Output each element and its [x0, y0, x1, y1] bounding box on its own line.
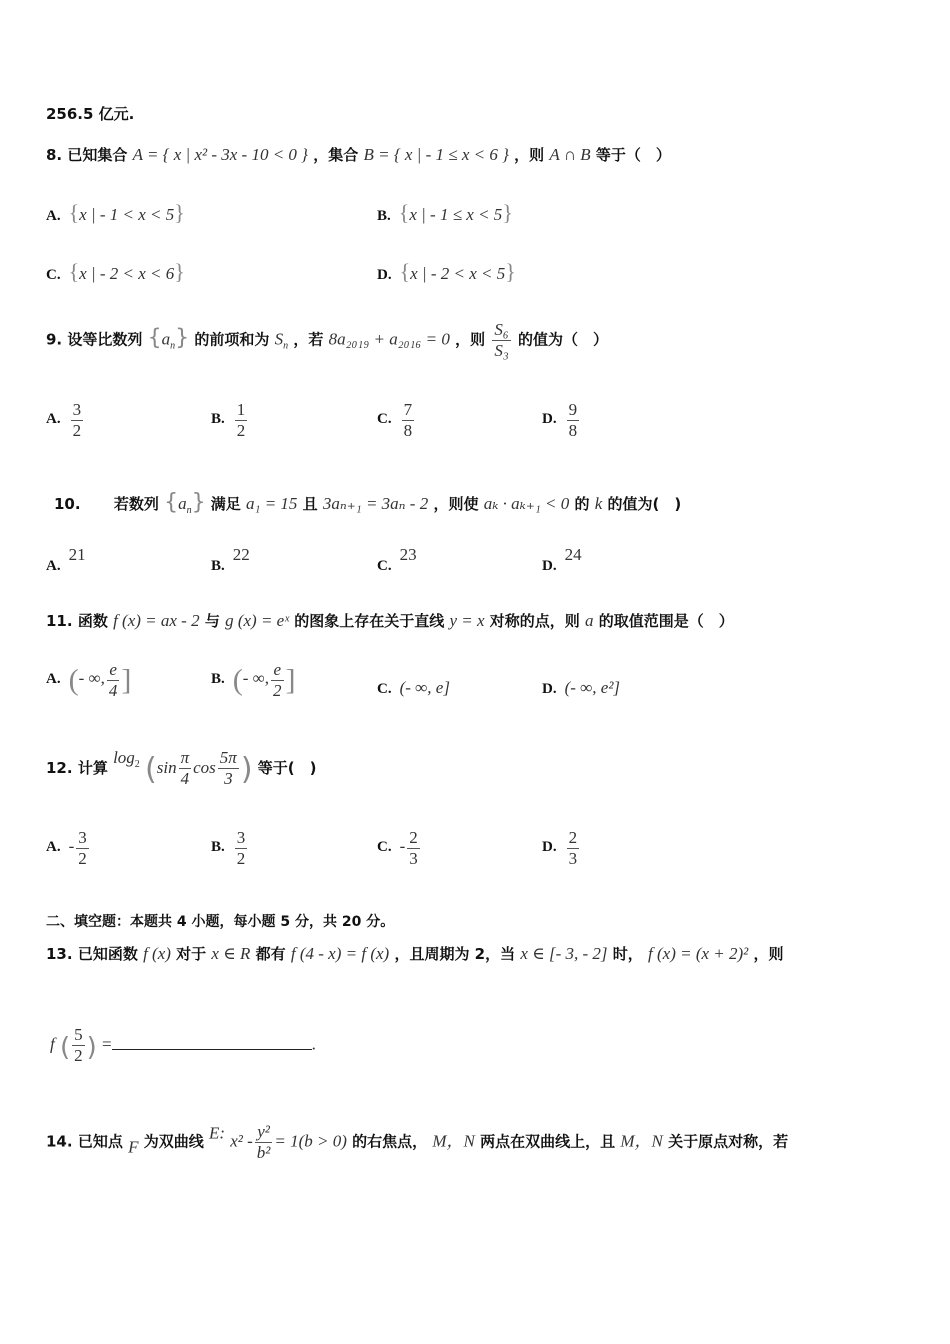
- q11-text-3: 的图象上存在关于直线: [294, 612, 445, 630]
- option-value: 22: [232, 545, 250, 564]
- q11-line: y = x: [449, 611, 485, 630]
- q9-text-3: ，若: [293, 330, 324, 349]
- option-fraction: $\frac{3}{2}$: [78, 828, 87, 868]
- q13-symmetry: f (4 - x) = f (x): [290, 944, 390, 963]
- option-label: C.: [377, 681, 392, 697]
- option-value: 21: [68, 545, 86, 564]
- q9-text-4: ，则: [455, 330, 486, 349]
- q9-sn-sub: n: [283, 340, 289, 352]
- option-label: B.: [211, 839, 225, 856]
- q10-number: 10.: [54, 495, 81, 513]
- q13-answer-period: .: [311, 1034, 316, 1054]
- option-label: D.: [542, 839, 557, 856]
- q12-option-d[interactable]: [542, 828, 581, 868]
- question-8: [46, 144, 671, 165]
- q8-option-c[interactable]: C. {x | - 2 < x < 6}: [46, 259, 185, 284]
- question-11: [46, 610, 734, 631]
- q11-option-d[interactable]: [542, 678, 620, 698]
- q11-text-2: 与: [204, 612, 220, 630]
- q10-seq: a: [178, 494, 187, 513]
- option-fraction: $\frac{e}{4}$: [108, 660, 118, 700]
- q11-option-b[interactable]: B. (- ∞, $\frac{e}{2}$ ]: [211, 660, 296, 700]
- q11-option-a[interactable]: A. (- ∞, $\frac{e}{4}$ ]: [46, 660, 132, 700]
- q10-k: k: [594, 494, 603, 513]
- option-label: A.: [46, 411, 61, 428]
- q14-text-1: 已知点: [77, 1132, 123, 1151]
- option-label: B.: [211, 558, 225, 574]
- q9-seq-sub: n: [170, 340, 176, 352]
- q12-option-a[interactable]: [46, 828, 91, 868]
- q10-text-5: 的: [574, 495, 590, 513]
- q12-number: 12.: [46, 759, 73, 777]
- q13-text-6: ，则: [753, 945, 784, 963]
- option-value: x | - 2 < x < 6: [79, 264, 175, 283]
- section-2-title: 二、填空题：本题共 4 小题，每小题 5 分，共 20 分。: [46, 914, 395, 930]
- section-2-heading: [46, 911, 394, 931]
- option-label: B.: [377, 208, 391, 224]
- q14-text-3: 的右焦点，: [352, 1132, 428, 1151]
- carryover-value: 256.5 亿元.: [46, 105, 135, 123]
- option-value: 23: [399, 545, 417, 564]
- q9-seq: a: [161, 329, 171, 349]
- q12-log: log: [113, 748, 135, 767]
- q14-eq-left: x² -: [230, 1131, 253, 1151]
- q8-set-b: B = { x | - 1 ≤ x < 6 }: [363, 145, 509, 164]
- q13-answer-line: f ( $\frac{5}{2}$ ) = .: [50, 1025, 316, 1065]
- option-value: x | - 1 ≤ x < 5: [409, 205, 503, 224]
- q8-text-3: ，则: [514, 146, 545, 164]
- option-sign: -: [399, 836, 406, 856]
- q9-text-1: 设等比数列: [67, 330, 143, 349]
- q13-text-1: 已知函数: [77, 945, 138, 963]
- option-label: B.: [211, 411, 225, 428]
- q8-option-b[interactable]: B. {x | - 1 ≤ x < 5}: [377, 200, 513, 225]
- q13-number: 13.: [46, 945, 73, 963]
- q8-number: 8.: [46, 146, 63, 164]
- q12-fraction-1: $\frac{\pi}{4}$: [180, 748, 190, 788]
- q10-cond-3: aₖ · aₖ₊₁ < 0: [483, 494, 570, 513]
- q13-domain: x ∈ R: [211, 944, 251, 963]
- q11-g: g (x) = eˣ: [225, 611, 290, 630]
- q12-text-1: 计算: [77, 759, 108, 777]
- q9-condition: 8a₂₀₁₉ + a₂₀₁₆ = 0: [328, 329, 450, 349]
- q12-log-base: 2: [134, 759, 140, 770]
- q10-option-c[interactable]: [377, 545, 417, 575]
- q10-option-b[interactable]: [211, 545, 250, 575]
- q8-set-a: A = { x | x² - 3x - 10 < 0 }: [132, 145, 308, 164]
- q10-text-3: 且: [302, 495, 318, 513]
- option-fraction: $\frac{2}{3}$: [568, 828, 578, 868]
- q14-F: F: [128, 1137, 139, 1157]
- option-label: C.: [377, 411, 392, 428]
- q10-seq-sub: n: [186, 505, 192, 516]
- option-label: A.: [46, 671, 61, 688]
- option-label: C.: [46, 267, 61, 283]
- q11-number: 11.: [46, 612, 73, 630]
- option-label: D.: [542, 411, 557, 428]
- q13-answer-fraction: $\frac{5}{2}$: [74, 1025, 83, 1065]
- option-left: - ∞,: [242, 668, 270, 688]
- q11-a: a: [585, 611, 594, 630]
- option-label: C.: [377, 839, 392, 856]
- option-fraction: $\frac{1}{2}$: [236, 400, 246, 440]
- question-10: 10. 若数列 $\{a_n\}$ 满足 a₁ = 15 且 3aₙ₊₁ = 3aₙ - 2 ，则使 aₖ · aₖ₊₁ < 0 的 k 的值为( ): [54, 490, 682, 516]
- q12-cos: cos: [193, 758, 216, 777]
- q9-option-a[interactable]: [46, 400, 85, 440]
- q8-text-1: 已知集合: [67, 146, 128, 164]
- q14-eq-fraction: $\frac{\text{y²}}{\text{b²}}$: [256, 1122, 271, 1162]
- option-value: (- ∞, e²]: [564, 678, 621, 697]
- q11-option-c[interactable]: [377, 678, 450, 698]
- question-12: 12. 计算 $\log^2 (\sin$ $\frac{\pi}{4}$ cos $\frac{5\pi}{3}$ ) 等于( ): [46, 748, 317, 788]
- q11-text-1: 函数: [77, 612, 108, 630]
- q10-option-d[interactable]: [542, 545, 582, 575]
- q11-text-5: 的取值范围是（ ）: [598, 612, 734, 630]
- option-fraction: $\frac{7}{8}$: [403, 400, 413, 440]
- q9-sn: S: [274, 329, 284, 349]
- q12-text-2: 等于( ): [257, 759, 317, 777]
- q9-text-2: 的前项和为: [194, 330, 270, 349]
- option-sign: -: [68, 836, 75, 856]
- q13-text-5: 时，: [612, 945, 643, 963]
- option-label: D.: [542, 558, 557, 574]
- option-label: A.: [46, 558, 61, 574]
- question-14: [46, 1122, 788, 1162]
- q10-text-4: ，则使: [433, 495, 479, 513]
- q12-option-c[interactable]: [377, 828, 422, 868]
- option-fraction: $\frac{2}{3}$: [409, 828, 418, 868]
- q10-text-2: 满足: [210, 495, 241, 513]
- option-label: C.: [377, 558, 392, 574]
- q11-f: f (x) = ax - 2: [113, 611, 200, 630]
- q13-answer-f: f: [50, 1034, 55, 1054]
- option-label: B.: [211, 671, 225, 688]
- q14-text-2: 为双曲线: [143, 1132, 204, 1151]
- q14-text-5: 关于原点对称，若: [668, 1132, 789, 1151]
- option-label: D.: [377, 267, 392, 283]
- q8-option-d[interactable]: D. {x | - 2 < x < 5}: [377, 259, 516, 284]
- q14-MN-2: M，N: [620, 1131, 663, 1151]
- q14-E: E:: [208, 1123, 225, 1143]
- option-fraction: $\frac{9}{8}$: [568, 400, 578, 440]
- q12-option-b[interactable]: [211, 828, 249, 868]
- option-label: A.: [46, 839, 61, 856]
- q8-text-2: ，集合: [313, 146, 359, 164]
- q13-f: f (x): [143, 944, 171, 963]
- q10-cond-1: a₁ = 15: [246, 494, 298, 513]
- q12-sin: sin: [156, 758, 177, 777]
- q9-text-5: 的值为（ ）: [517, 330, 608, 349]
- q9-option-b[interactable]: [211, 400, 249, 440]
- option-label: A.: [46, 208, 61, 224]
- q13-answer-equals: =: [102, 1034, 112, 1054]
- q14-number: 14.: [46, 1132, 73, 1151]
- option-value: x | - 1 < x < 5: [79, 205, 175, 224]
- q10-cond-2: 3aₙ₊₁ = 3aₙ - 2: [322, 494, 429, 513]
- q14-text-4: 两点在双曲线上，且: [480, 1132, 616, 1151]
- option-value: (- ∞, e]: [399, 678, 450, 697]
- q13-definition: f (x) = (x + 2)²: [648, 944, 749, 963]
- q10-option-a[interactable]: [46, 545, 86, 575]
- q8-text-4: 等于（ ）: [595, 146, 671, 164]
- option-left: - ∞,: [78, 668, 105, 688]
- question-9: 9. 设等比数列 $\{a_n\}$ 的前项和为 $S_n$ ，若 8a₂₀₁₉ + a₂₀₁₆ = 0 ，则 $\frac{\text{S₆}}{\text{S₃}}$ 的值为（ ）: [46, 320, 608, 360]
- option-fraction: $\frac{3}{2}$: [236, 828, 246, 868]
- option-label: D.: [542, 681, 557, 697]
- q9-option-c[interactable]: [377, 400, 416, 440]
- q13-text-3: 都有: [255, 945, 286, 963]
- option-value: x | - 2 < x < 5: [410, 264, 506, 283]
- q14-MN-1: M，N: [432, 1131, 475, 1151]
- q8-option-a[interactable]: A. {x | - 1 < x < 5}: [46, 200, 185, 225]
- q10-text-1: 若数列: [113, 495, 159, 513]
- option-fraction: $\frac{3}{2}$: [72, 400, 82, 440]
- option-fraction: $\frac{e}{2}$: [273, 660, 282, 700]
- q13-text-4: ，且周期为 2，当: [394, 945, 516, 963]
- carryover-text: [46, 103, 134, 124]
- q9-option-d[interactable]: [542, 400, 581, 440]
- q12-fraction-2: $\frac{5\pi}{3}$: [219, 748, 237, 788]
- q11-text-4: 对称的点，则: [489, 612, 580, 630]
- q9-number: 9.: [46, 330, 63, 349]
- q8-expr: A ∩ B: [549, 145, 591, 164]
- q10-text-6: 的值为( ): [607, 495, 682, 513]
- q14-eq-right: = 1(b > 0): [274, 1131, 347, 1151]
- option-value: 24: [564, 545, 582, 564]
- q13-text-2: 对于: [176, 945, 207, 963]
- question-13: [46, 943, 784, 964]
- q9-ratio: $\frac{\text{S₆}}{\text{S₃}}$: [494, 320, 509, 360]
- q13-answer-blank[interactable]: [112, 1033, 312, 1050]
- q13-interval: x ∈ [- 3, - 2]: [520, 944, 608, 963]
